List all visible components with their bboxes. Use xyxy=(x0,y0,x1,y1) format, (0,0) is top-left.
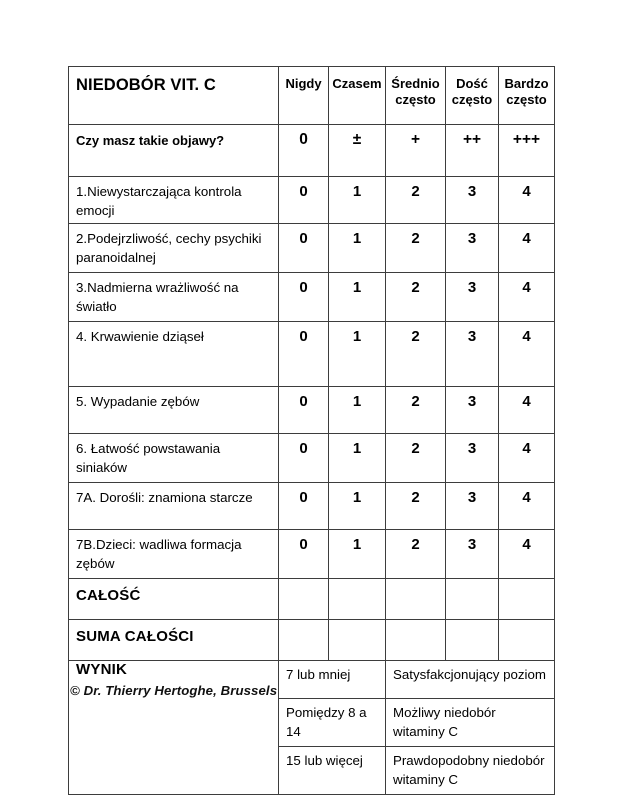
grand-total-label: SUMA CAŁOŚCI xyxy=(69,620,279,661)
score-cell-0[interactable]: 0 xyxy=(279,273,329,322)
result-range: 15 lub więcej xyxy=(279,747,386,795)
subtotal-label: CAŁOŚĆ xyxy=(69,579,279,620)
column-header-sometimes: Czasem xyxy=(329,67,386,125)
table-row[interactable] xyxy=(69,387,555,434)
score-cell-1[interactable]: 1 xyxy=(329,322,386,387)
score-cell-1[interactable]: 1 xyxy=(329,530,386,579)
subtotal-cell-4[interactable] xyxy=(499,579,555,620)
symptom-label: 5. Wypadanie zębów xyxy=(69,387,279,434)
subtotal-cell-2[interactable] xyxy=(386,579,446,620)
table-header-row xyxy=(69,67,555,125)
score-cell-3[interactable]: 3 xyxy=(446,530,499,579)
grand-total-cell-3[interactable] xyxy=(446,620,499,661)
score-cell-4[interactable]: 4 xyxy=(499,177,555,224)
table-row[interactable] xyxy=(69,434,555,483)
grand-total-cell-2[interactable] xyxy=(386,620,446,661)
score-cell-4[interactable]: 4 xyxy=(499,273,555,322)
grand-total-cell-0[interactable] xyxy=(279,620,329,661)
subtotal-row[interactable] xyxy=(69,579,555,620)
score-cell-3[interactable]: 3 xyxy=(446,177,499,224)
symbol-very-often: +++ xyxy=(499,125,555,177)
score-cell-4[interactable]: 4 xyxy=(499,224,555,273)
symbol-quite-often: ++ xyxy=(446,125,499,177)
column-header-quite-often: Dość często xyxy=(446,67,499,125)
table-row[interactable] xyxy=(69,177,555,224)
result-range: 7 lub mniej xyxy=(279,661,386,699)
symbol-moderately-often: + xyxy=(386,125,446,177)
score-cell-3[interactable]: 3 xyxy=(446,387,499,434)
score-cell-1[interactable]: 1 xyxy=(329,434,386,483)
table-row[interactable] xyxy=(69,273,555,322)
symbol-sometimes: ± xyxy=(329,125,386,177)
score-cell-3[interactable]: 3 xyxy=(446,322,499,387)
result-description: Satysfakcjonujący poziom xyxy=(386,661,555,699)
symbol-legend-row xyxy=(69,125,555,177)
score-cell-4[interactable]: 4 xyxy=(499,434,555,483)
column-header-moderately-often: Średnio często xyxy=(386,67,446,125)
score-cell-2[interactable]: 2 xyxy=(386,434,446,483)
score-cell-1[interactable]: 1 xyxy=(329,273,386,322)
grand-total-cell-1[interactable] xyxy=(329,620,386,661)
score-cell-3[interactable]: 3 xyxy=(446,434,499,483)
result-description: Prawdopodobny niedobór witaminy C xyxy=(386,747,555,795)
score-cell-2[interactable]: 2 xyxy=(386,224,446,273)
score-cell-1[interactable]: 1 xyxy=(329,387,386,434)
score-cell-1[interactable]: 1 xyxy=(329,177,386,224)
table-row[interactable] xyxy=(69,322,555,387)
subtotal-cell-0[interactable] xyxy=(279,579,329,620)
result-label: WYNIK xyxy=(69,661,279,795)
grand-total-row[interactable] xyxy=(69,620,555,661)
score-cell-3[interactable]: 3 xyxy=(446,273,499,322)
score-cell-0[interactable]: 0 xyxy=(279,224,329,273)
score-cell-0[interactable]: 0 xyxy=(279,530,329,579)
symptom-label: 3.Nadmierna wrażliwość na światło xyxy=(69,273,279,322)
score-cell-0[interactable]: 0 xyxy=(279,322,329,387)
table-row[interactable] xyxy=(69,483,555,530)
table-title: NIEDOBÓR VIT. C xyxy=(69,67,279,125)
copyright-credit: © Dr. Thierry Hertoghe, Brussels xyxy=(70,683,278,698)
symptom-label: 1.Niewystarczająca kontrola emocji xyxy=(69,177,279,224)
symptom-label: 4. Krwawienie dziąseł xyxy=(69,322,279,387)
score-cell-4[interactable]: 4 xyxy=(499,322,555,387)
score-cell-1[interactable]: 1 xyxy=(329,224,386,273)
grand-total-cell-4[interactable] xyxy=(499,620,555,661)
score-cell-3[interactable]: 3 xyxy=(446,483,499,530)
score-cell-2[interactable]: 2 xyxy=(386,273,446,322)
score-cell-2[interactable]: 2 xyxy=(386,177,446,224)
score-cell-4[interactable]: 4 xyxy=(499,483,555,530)
score-cell-0[interactable]: 0 xyxy=(279,483,329,530)
score-cell-2[interactable]: 2 xyxy=(386,483,446,530)
score-cell-2[interactable]: 2 xyxy=(386,387,446,434)
score-cell-2[interactable]: 2 xyxy=(386,322,446,387)
subtotal-cell-1[interactable] xyxy=(329,579,386,620)
symptom-label: 6. Łatwość powstawania siniaków xyxy=(69,434,279,483)
symptom-question-label: Czy masz takie objawy? xyxy=(69,125,279,177)
result-description: Możliwy niedobór witaminy C xyxy=(386,699,555,747)
symptom-label: 2.Podejrzliwość, cechy psychiki paranoidalnej xyxy=(69,224,279,273)
result-range: Pomiędzy 8 a 14 xyxy=(279,699,386,747)
score-cell-2[interactable]: 2 xyxy=(386,530,446,579)
subtotal-cell-3[interactable] xyxy=(446,579,499,620)
symptom-label: 7B.Dzieci: wadliwa formacja zębów xyxy=(69,530,279,579)
table-row[interactable] xyxy=(69,530,555,579)
score-cell-0[interactable]: 0 xyxy=(279,177,329,224)
symbol-never: 0 xyxy=(279,125,329,177)
score-cell-1[interactable]: 1 xyxy=(329,483,386,530)
score-cell-3[interactable]: 3 xyxy=(446,224,499,273)
column-header-very-often: Bardzo często xyxy=(499,67,555,125)
score-cell-4[interactable]: 4 xyxy=(499,530,555,579)
table-row[interactable] xyxy=(69,224,555,273)
symptom-label: 7A. Dorośli: znamiona starcze xyxy=(69,483,279,530)
score-cell-0[interactable]: 0 xyxy=(279,434,329,483)
score-cell-4[interactable]: 4 xyxy=(499,387,555,434)
column-header-never: Nigdy xyxy=(279,67,329,125)
score-cell-0[interactable]: 0 xyxy=(279,387,329,434)
